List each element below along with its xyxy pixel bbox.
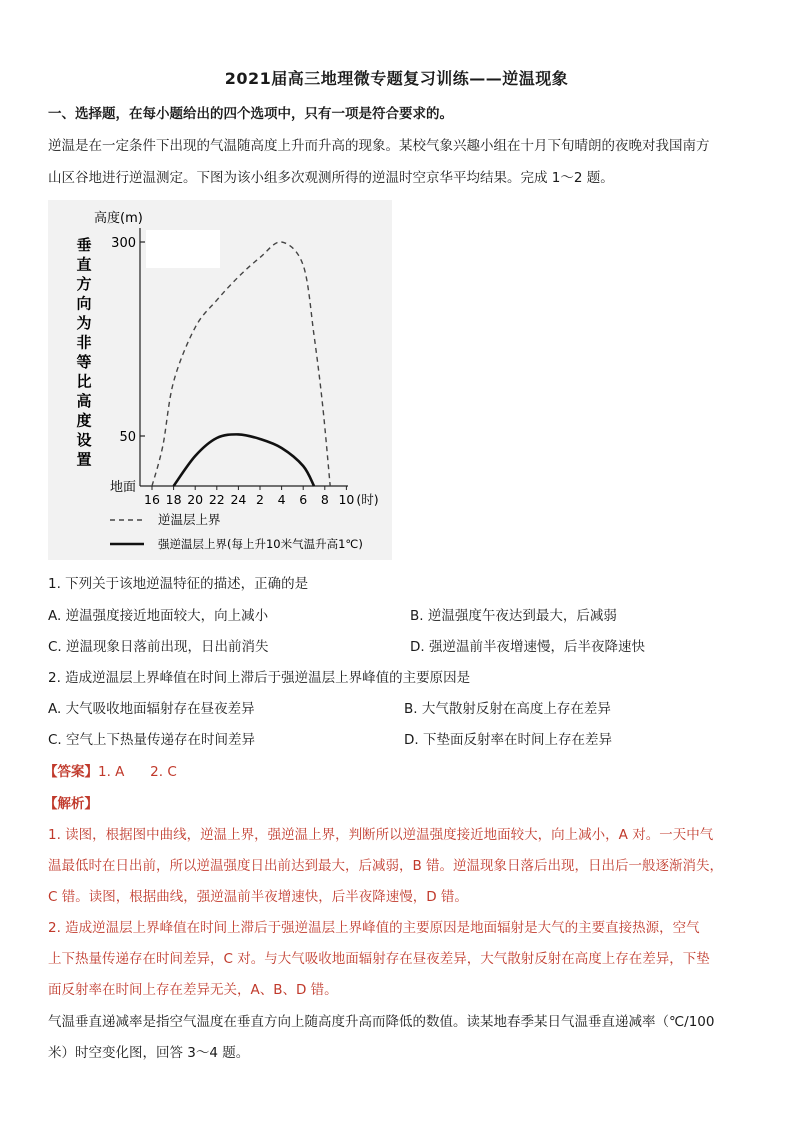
vertical-label-char: 向 <box>76 294 92 313</box>
next-intro-line-1: 气温垂直递减率是指空气温度在垂直方向上随高度升高而降低的数值。读某地春季某日气温垂直递减率（℃/100 <box>48 1014 715 1030</box>
analysis-p1-line-3: C 错。读图，根据曲线，强逆温前半夜增速快，后半夜降速慢，D 错。 <box>48 889 468 905</box>
y-tick-label: 50 <box>119 430 136 445</box>
intro-text-line-2: 山区谷地进行逆温测定。下图为该小组多次观测所得的逆温时空京华平均结果。完成 1～2 题。 <box>48 170 614 186</box>
q1-option-a: A. 逆温强度接近地面较大，向上减小 <box>48 608 269 624</box>
y-tick-label: 地面 <box>109 480 136 495</box>
document-title: 2021届高三地理微专题复习训练——逆温现象 <box>224 69 569 88</box>
q2-option-a: A. 大气吸收地面辐射存在昼夜差异 <box>48 701 255 717</box>
x-tick-label: 6 <box>299 492 308 507</box>
analysis-p2-line-3: 面反射率在时间上存在差异无关，A、B、D 错。 <box>48 982 338 998</box>
inversion-chart <box>48 200 392 560</box>
q2-option-c: C. 空气上下热量传递存在时间差异 <box>48 732 256 748</box>
x-tick-label: 4 <box>277 492 286 507</box>
vertical-label-char: 非 <box>76 333 92 352</box>
vertical-label-char: 比 <box>76 372 92 391</box>
answer-value: 1. A 2. C <box>98 764 177 780</box>
y-tick-label: 300 <box>111 236 136 251</box>
chart-x-unit: (时) <box>356 492 379 507</box>
x-tick-label: 16 <box>144 492 160 507</box>
analysis-p2-line-2: 上下热量传递存在时间差异，C 对。与大气吸收地面辐射存在昼夜差异，大气散射反射在高度上存在差异，下垫 <box>48 951 710 967</box>
vertical-label-char: 高 <box>76 392 92 410</box>
x-tick-label: 18 <box>165 492 182 507</box>
legend-label-strong-inversion-upper: 强逆温层上界(每上升10米气温升高1℃) <box>158 537 363 551</box>
vertical-label-char: 等 <box>76 353 92 371</box>
x-tick-label: 8 <box>320 492 329 507</box>
q2-option-d: D. 下垫面反射率在时间上存在差异 <box>404 732 612 748</box>
analysis-p1-line-2: 温最低时在日出前，所以逆温强度日出前达到最大，后减弱，B 错。逆温现象日落后出现，日出后一般逐渐消失， <box>48 858 724 874</box>
q1-option-c: C. 逆温现象日落前出现，日出前消失 <box>48 639 269 655</box>
analysis-p2-line-1: 2. 造成逆温层上界峰值在时间上滞后于强逆温层上界峰值的主要原因是地面辐射是大气的主要直接热源，空气 <box>48 920 700 936</box>
section-heading: 一、选择题，在每小题给出的四个选项中，只有一项是符合要求的。 <box>48 106 453 122</box>
vertical-label-char: 垂 <box>76 236 92 254</box>
x-tick-label: 20 <box>187 492 204 507</box>
q2-stem: 2. 造成逆温层上界峰值在时间上滞后于强逆温层上界峰值的主要原因是 <box>48 670 471 686</box>
vertical-label-char: 置 <box>76 450 92 469</box>
next-intro-line-2: 米）时空变化图，回答 3～4 题。 <box>48 1045 250 1061</box>
answer-label: 【答案】 <box>44 764 98 780</box>
x-tick-label: 24 <box>230 492 247 507</box>
vertical-label-char: 方 <box>76 275 92 293</box>
q1-option-d: D. 强逆温前半夜增速慢，后半夜降速快 <box>410 639 645 655</box>
x-tick-label: 22 <box>208 492 225 507</box>
legend-label-inversion-upper: 逆温层上界 <box>158 512 221 527</box>
q1-option-b: B. 逆温强度午夜达到最大，后减弱 <box>410 608 617 624</box>
chart-y-title: 高度(m) <box>94 211 143 226</box>
intro-text-line-1: 逆温是在一定条件下出现的气温随高度上升而升高的现象。某校气象兴趣小组在十月下旬晴朗的夜晚对我国南方 <box>48 138 710 154</box>
x-tick-label: 2 <box>256 492 264 507</box>
vertical-label-char: 为 <box>76 314 92 332</box>
chart-blank-box <box>146 230 220 268</box>
answer-row <box>44 762 744 782</box>
chart-vertical-label <box>76 236 91 469</box>
vertical-label-char: 度 <box>76 411 92 430</box>
analysis-p1-line-1: 1. 读图，根据图中曲线，逆温上界，强逆温上界，判断所以逆温强度接近地面较大，向上减小，A 对。一天中气 <box>48 827 714 843</box>
q2-option-b: B. 大气散射反射在高度上存在差异 <box>404 701 611 717</box>
vertical-label-char: 设 <box>76 431 92 449</box>
x-tick-label: 10 <box>338 492 355 507</box>
analysis-label: 【解析】 <box>44 796 98 812</box>
vertical-label-char: 直 <box>76 255 92 274</box>
q1-stem: 1. 下列关于该地逆温特征的描述，正确的是 <box>48 576 309 592</box>
